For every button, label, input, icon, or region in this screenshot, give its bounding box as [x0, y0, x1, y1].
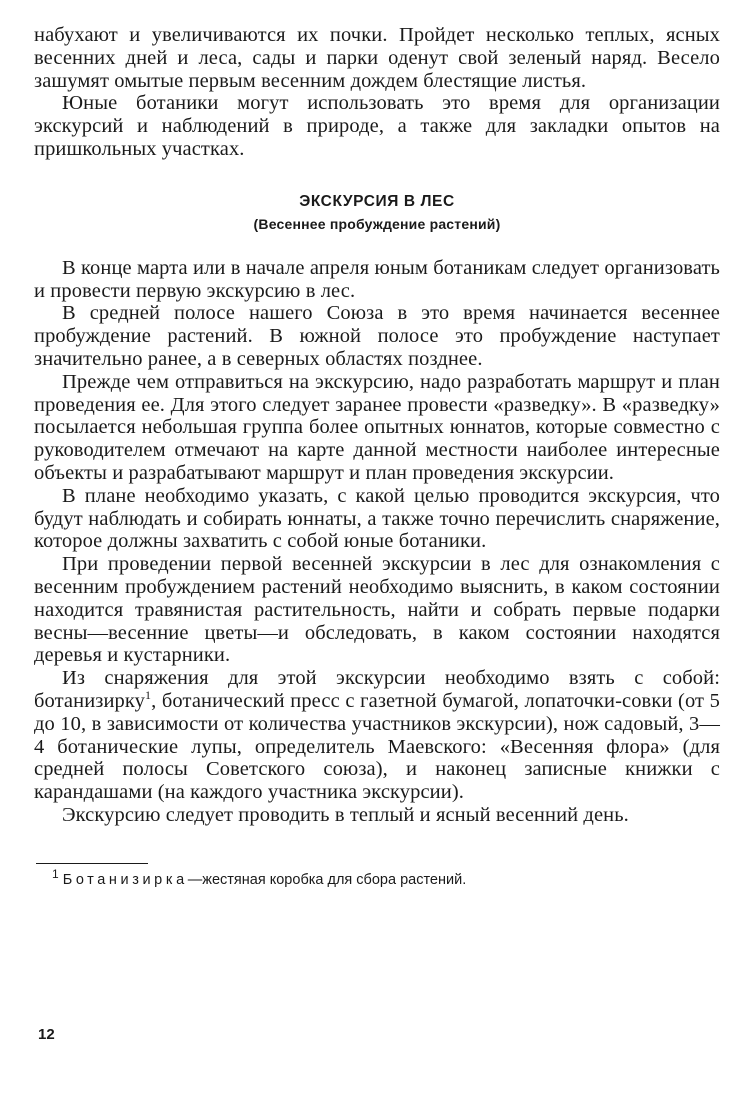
body-paragraph: Прежде чем отправиться на экскурсию, надо разработать маршрут и план проведения ее. Для этого следует заранее провести «разведку». В «разведку» посылается небольшая группа более опытных юннатов, которые совместно с руководителем отмечают на карте данной местности наиболее интересные объекты и разрабатывают маршрут и план проведения экскурсии.	[34, 370, 720, 484]
footnote-divider	[36, 863, 148, 864]
footnote-text: —жестяная коробка для сбора растений.	[187, 871, 467, 888]
body-paragraph: В средней полосе нашего Союза в это время начинается весеннее пробуждение растений. В южной полосе это пробуждение наступает значительно ранее, а в северных областях позднее.	[34, 302, 720, 370]
section-title: ЭКСКУРСИЯ В ЛЕС	[299, 192, 455, 210]
intro-paragraph: набухают и увеличиваются их почки. Пройдет несколько теплых, ясных весенних дней и леса, сады и парки оденут свой зеленый наряд. Весело зашумят омытые первым весенним дождем блестящие листья.	[34, 24, 720, 92]
closing-paragraph: Экскурсию следует проводить в теплый и ясный весенний день.	[62, 803, 629, 826]
section-subtitle: (Весеннее пробуждение растений)	[253, 215, 501, 232]
footnote-term: Ботанизирка	[62, 871, 188, 888]
page-body	[34, 24, 720, 890]
body-paragraph: В конце марта или в начале апреля юным ботаникам следует организовать и провести первую экскурсию в лес.	[34, 256, 720, 302]
footnote-reference: 1	[145, 688, 152, 703]
intro-paragraph: Юные ботаники могут использовать это время для организации экскурсий и наблюдений в природе, а также для закладки опытов на пришкольных участках.	[34, 92, 720, 160]
body-paragraph: При проведении первой весенней экскурсии в лес для ознакомления с весенним пробуждением растений необходимо выяснить, в каком состоянии находится травянистая растительность, найти и собрать первые подарки весны—весенние цветы—и обследовать, в каком состоянии находятся деревья и кустарники.	[34, 553, 720, 667]
equipment-paragraph	[34, 667, 720, 804]
equipment-text-start: Из снаряжения для этой экскурсии необходимо взять с собой: ботанизирку	[34, 667, 720, 712]
equipment-text-rest: , ботанический пресс с газетной бумагой, лопаточки-совки (от 5 до 10, в зависимости от количества участников экскурсии), нож садовый, 3—4 ботанические лупы, определитель Маевского: «Весенняя флора» (для средней полосы Советского союза), и наконец записные книжки с карандашами (на каждого участника экскурсии).	[34, 689, 720, 804]
footnote	[52, 866, 720, 890]
body-paragraph: В плане необходимо указать, с какой целью проводится экскурсия, что будут наблюдать и собирать юннаты, а также точно перечислить снаряжение, которое должны захватить с собой юные ботаники.	[34, 484, 720, 553]
footnote-mark: 1	[52, 866, 59, 881]
page-number: 12	[38, 1026, 55, 1043]
